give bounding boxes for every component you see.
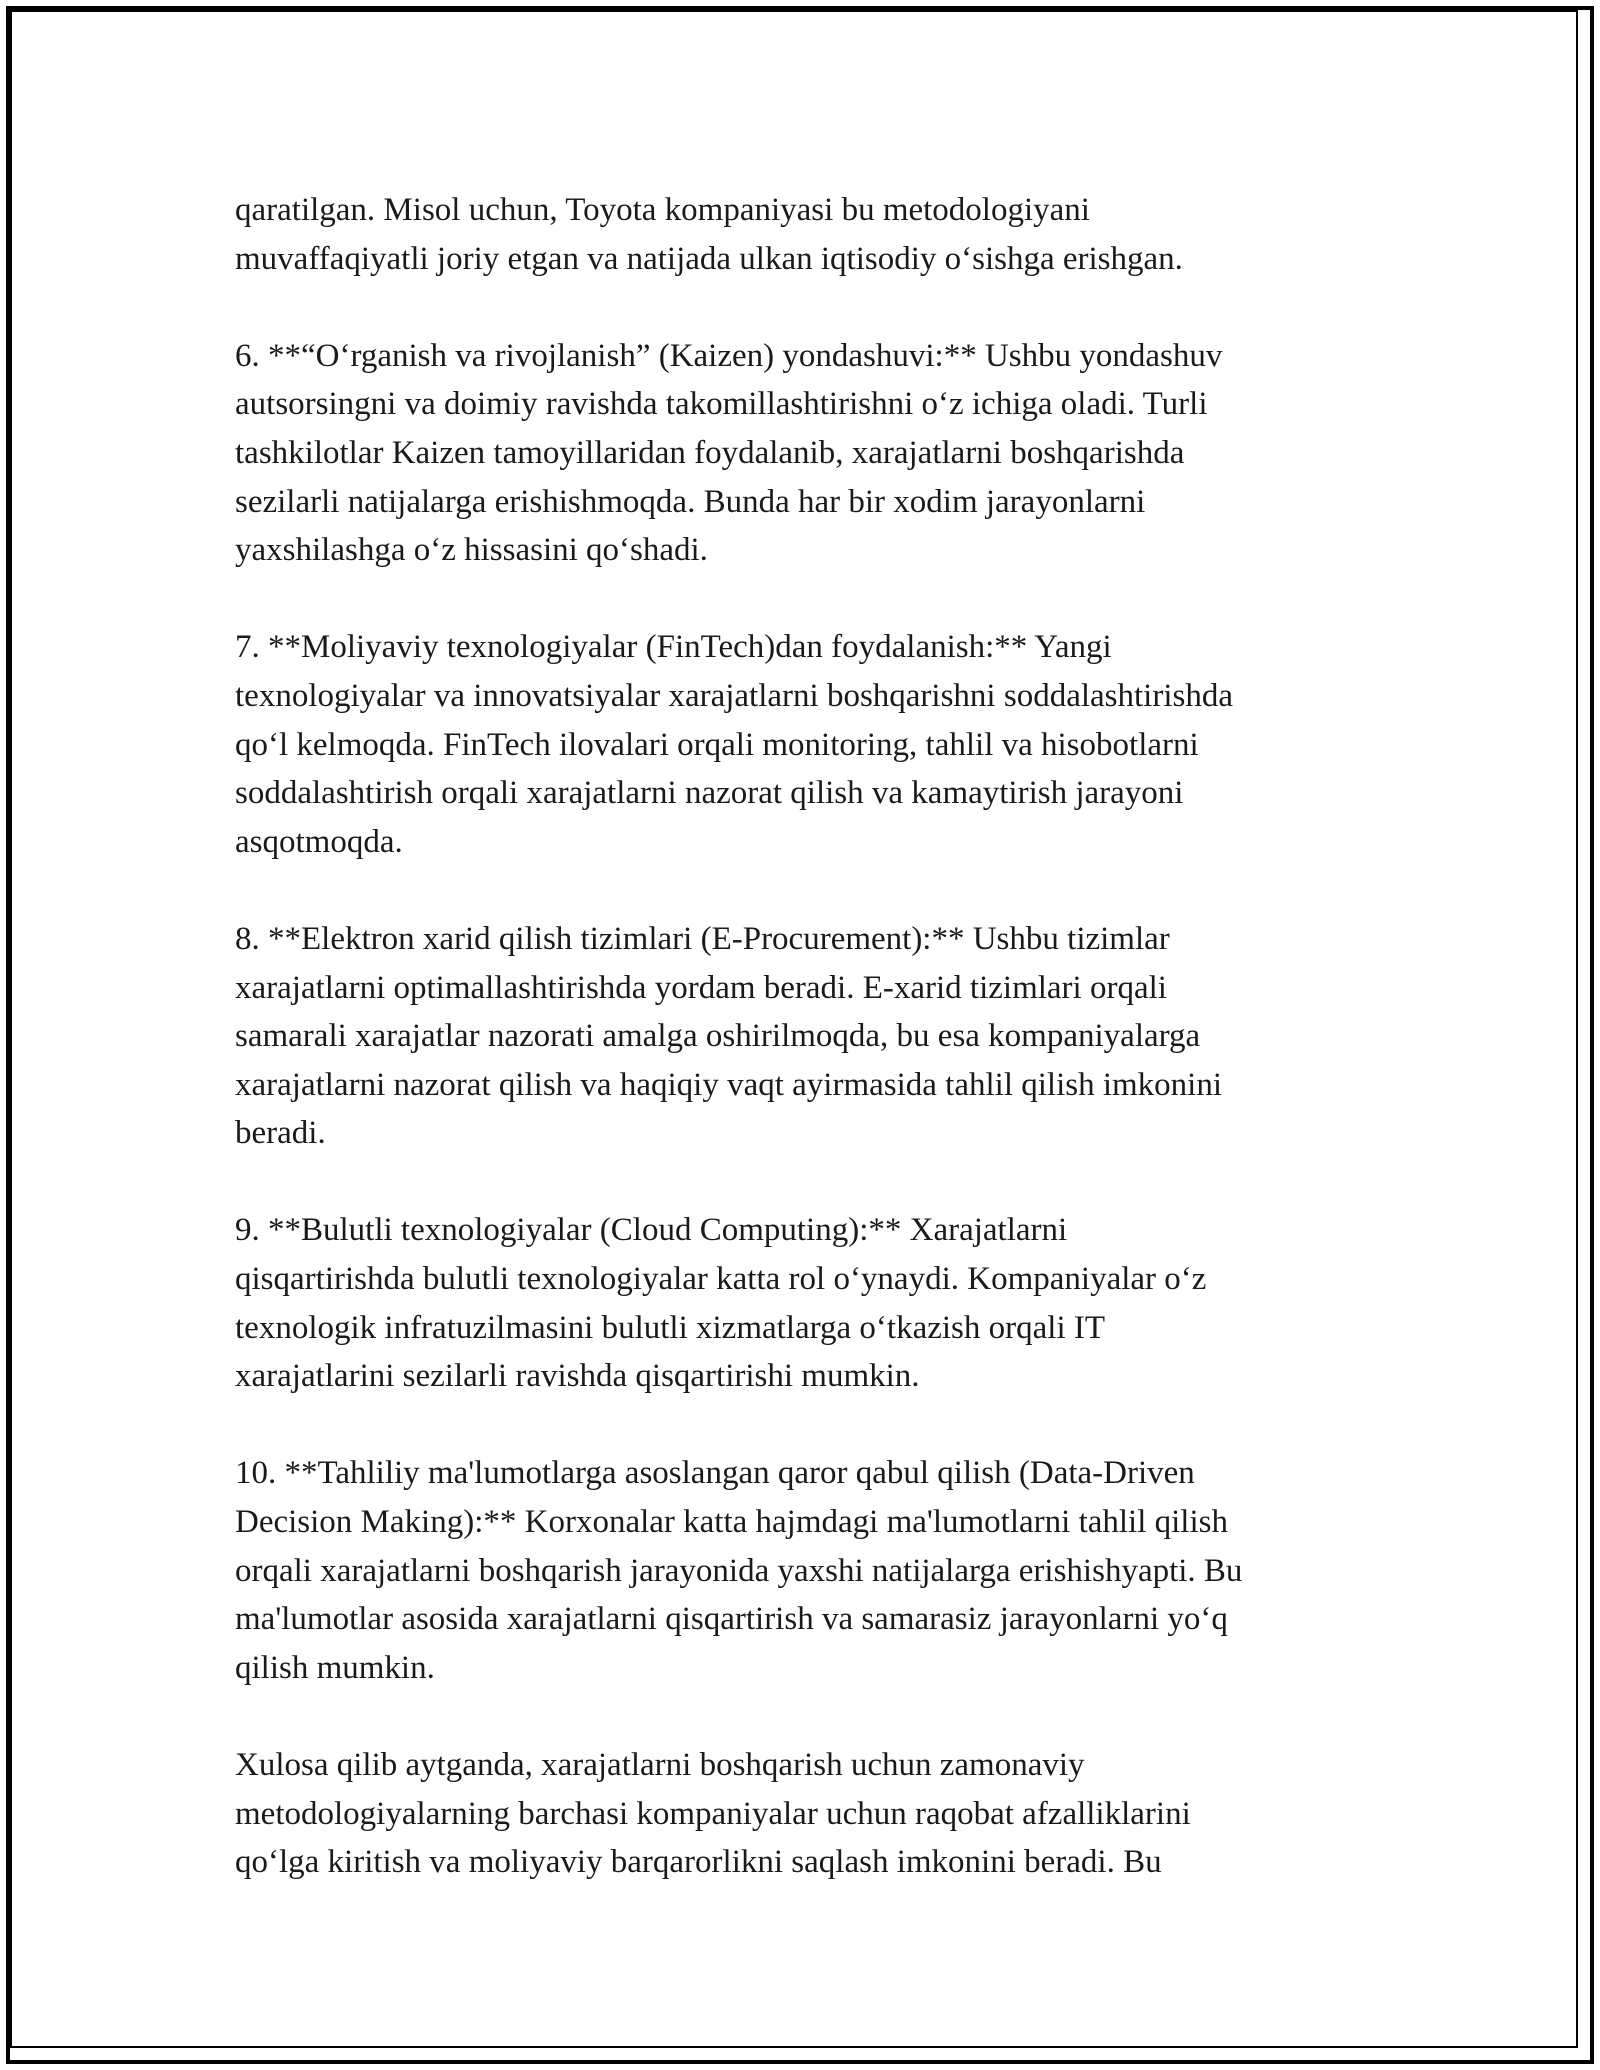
paragraph-item-9-cloud-computing: 9. **Bulutli texnologiyalar (Cloud Computing):** Xarajatlarni qisqartirishda bulutli texnologiyalar katta rol o‘ynaydi. Kompaniyalar o‘z texnologik infratuzilmasini bulutli xizmatlarga o‘tkazish orqali IT xarajatlarini sezilarli ravishda qisqartirishi mumkin. [235, 1212, 1207, 1395]
paragraph-intro-continuation: qaratilgan. Misol uchun, Toyota kompaniyasi bu metodologiyani muvaffaqiyatli joriy etgan va natijada ulkan iqtisodiy o‘sishga erishgan. [235, 192, 1183, 277]
paragraph-item-7-fintech: 7. **Moliyaviy texnologiyalar (FinTech)dan foydalanish:** Yangi texnologiyalar va innovatsiyalar xarajatlarni boshqarishni soddalashtirishda qo‘l kelmoqda. FinTech ilovalari orqali monitoring, tahlil va hisobotlarni soddalashtirish orqali xarajatlarni nazorat qilish va kamaytirish jarayoni asqotmoqda. [235, 629, 1233, 860]
document-body [235, 186, 1365, 1887]
paragraph-item-10-data-driven: 10. **Tahliliy ma'lumotlarga asoslangan qaror qabul qilish (Data-Driven Decision Making):** Korxonalar katta hajmdagi ma'lumotlarni tahlil qilish orqali xarajatlarni boshqarish jarayonida yaxshi natijalarga erishishyapti. Bu ma'lumotlar asosida xarajatlarni qisqartirish va samarasiz jarayonlarni yo‘q qilish mumkin. [235, 1455, 1243, 1686]
paragraph-item-8-e-procurement: 8. **Elektron xarid qilish tizimlari (E-Procurement):** Ushbu tizimlar xarajatlarni optimallashtirishda yordam beradi. E-xarid tizimlari orqali samarali xarajatlar nazorati amalga oshirilmoqda, bu esa kompaniyalarga xarajatlarni nazorat qilish va haqiqiy vaqt ayirmasida tahlil qilish imkonini beradi. [235, 920, 1223, 1152]
paragraph-item-6-kaizen: 6. **“O‘rganish va rivojlanish” (Kaizen) yondashuvi:** Ushbu yondashuv autsorsingni va doimiy ravishda takomillashtirishni o‘z ichiga oladi. Turli tashkilotlar Kaizen tamoyillaridan foydalanib, xarajatlarni boshqarishda sezilarli natijalarga erishishmoqda. Bunda har bir xodim jarayonlarni yaxshilashga o‘z hissasini qo‘shadi. [235, 337, 1223, 569]
paragraph-conclusion: Xulosa qilib aytganda, xarajatlarni boshqarish uchun zamonaviy metodologiyalarning barchasi kompaniyalar uchun raqobat afzalliklarini qo‘lga kiritish va moliyaviy barqarorlikni saqlash imkonini beradi. Bu [235, 1747, 1191, 1881]
